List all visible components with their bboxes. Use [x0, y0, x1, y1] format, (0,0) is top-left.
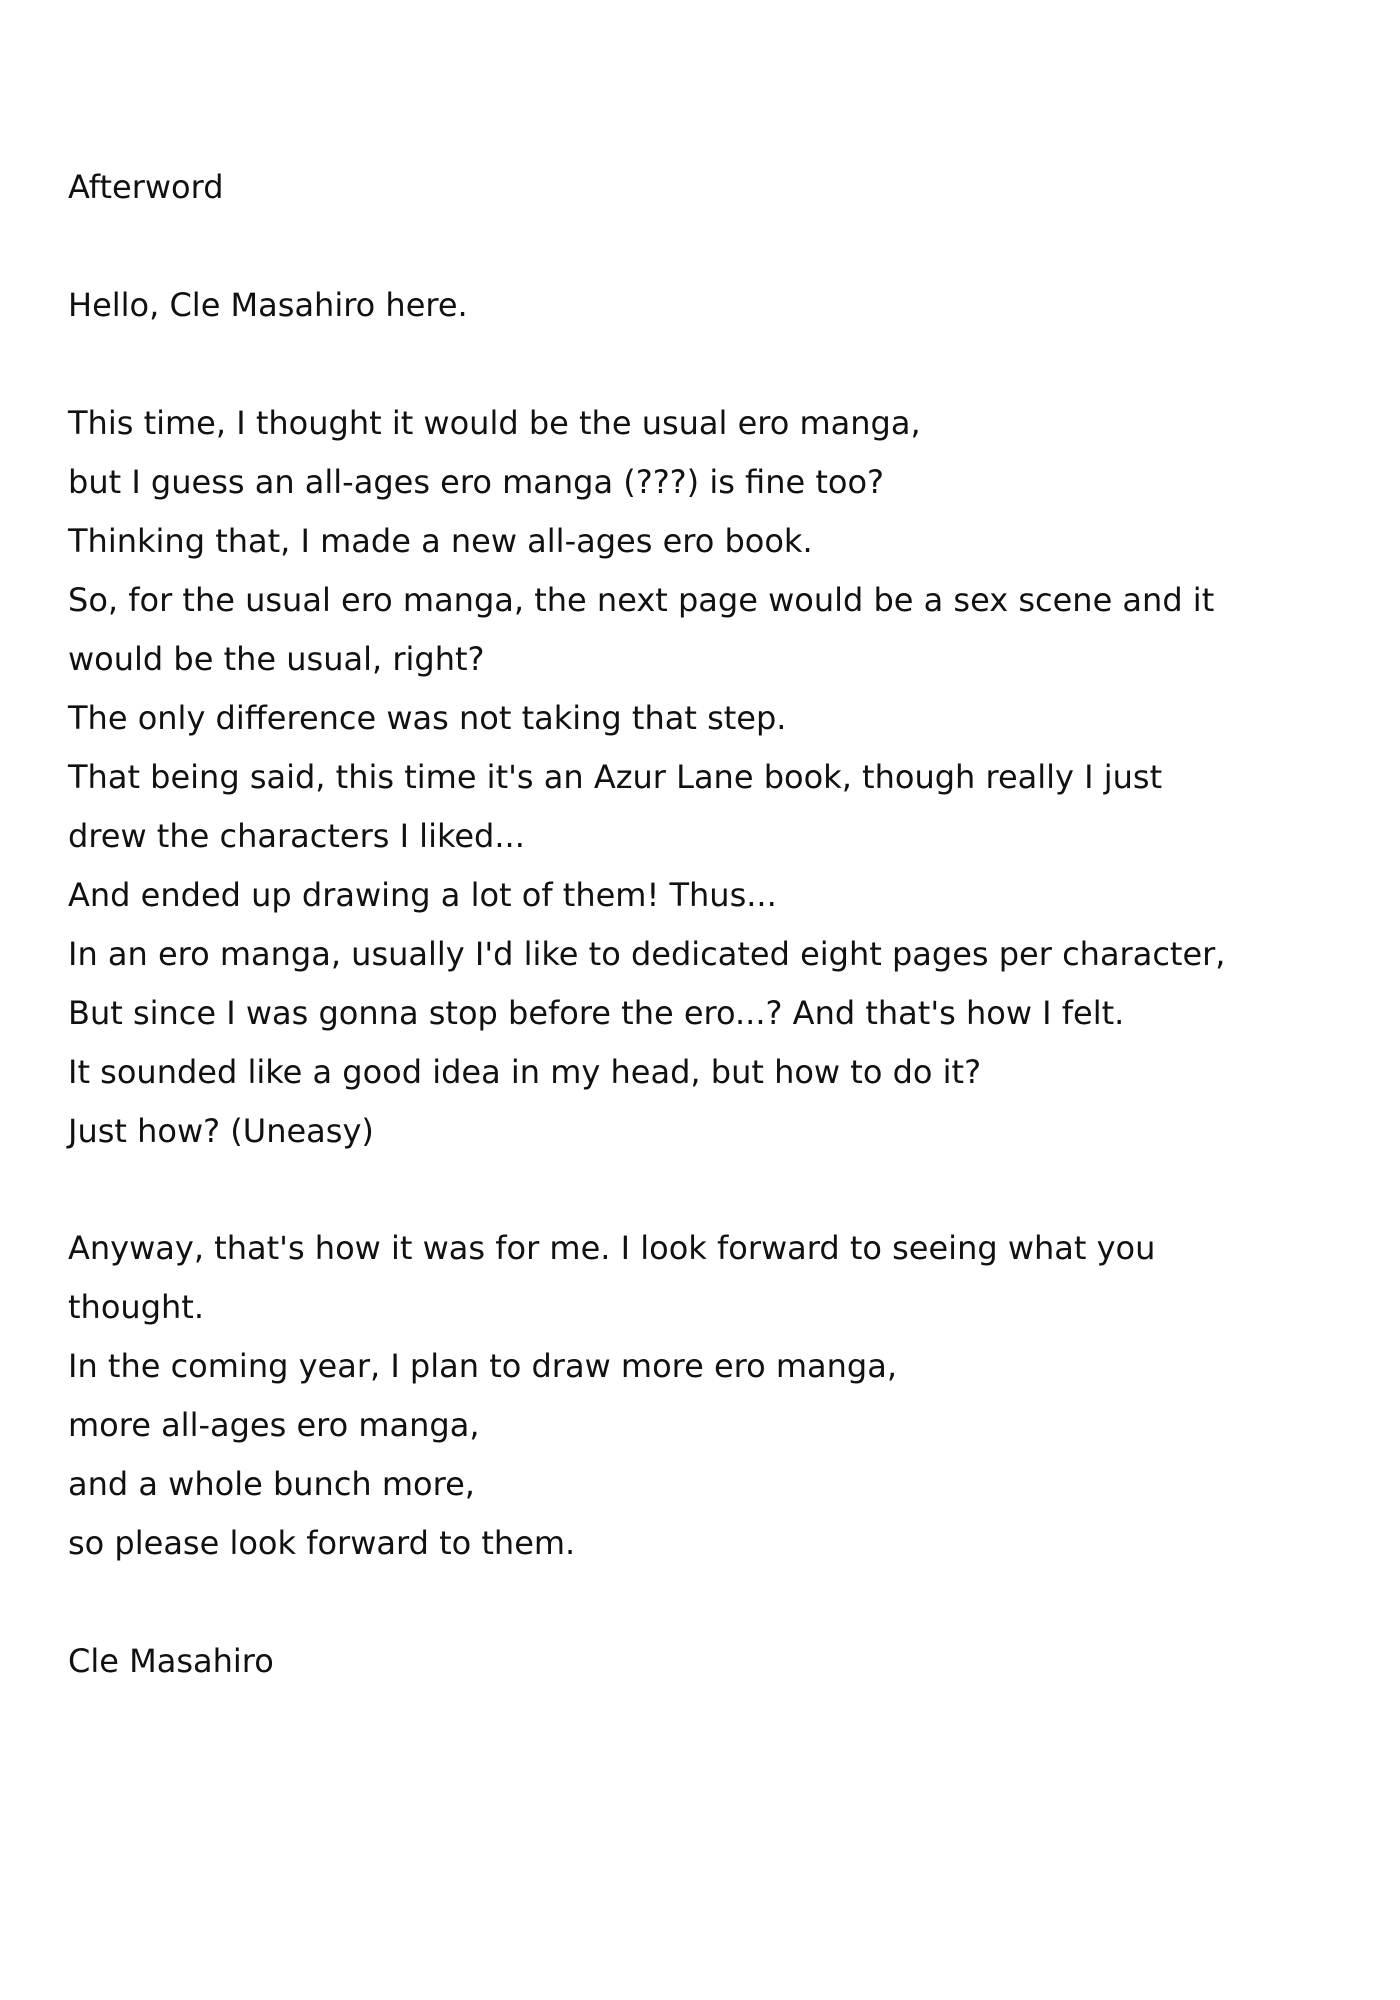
text-line: Just how? (Uneasy): [68, 1112, 374, 1150]
text-line: and a whole bunch more,: [68, 1465, 475, 1503]
text-line: This time, I thought it would be the usual ero manga,: [68, 404, 921, 442]
text-line: So, for the usual ero manga, the next page would be a sex scene and it: [68, 581, 1215, 619]
text-line: thought.: [68, 1288, 204, 1326]
text-line: That being said, this time it's an Azur Lane book, though really I just: [68, 758, 1163, 796]
text-line: In the coming year, I plan to draw more ero manga,: [68, 1347, 898, 1385]
text-line: But since I was gonna stop before the ero...? And that's how I felt.: [68, 994, 1125, 1032]
text-line: so please look forward to them.: [68, 1524, 576, 1562]
text-line: would be the usual, right?: [68, 640, 485, 678]
paragraph-1: [68, 394, 1225, 1161]
text-line: Anyway, that's how it was for me. I look forward to seeing what you: [68, 1229, 1156, 1267]
text-line: drew the characters I liked...: [68, 817, 525, 855]
page-title: Afterword: [68, 168, 224, 206]
text-line: The only difference was not taking that step.: [68, 699, 787, 737]
greeting-line: Hello, Cle Masahiro here.: [68, 286, 468, 324]
text-line: but I guess an all-ages ero manga (???) is fine too?: [68, 463, 885, 501]
text-line: Thinking that, I made a new all-ages ero book.: [68, 522, 813, 560]
text-line: In an ero manga, usually I'd like to dedicated eight pages per character,: [68, 935, 1226, 973]
signature: Cle Masahiro: [68, 1642, 274, 1680]
paragraph-2: [68, 1219, 1155, 1573]
text-line: It sounded like a good idea in my head, but how to do it?: [68, 1053, 982, 1091]
text-line: And ended up drawing a lot of them! Thus...: [68, 876, 777, 914]
text-line: more all-ages ero manga,: [68, 1406, 480, 1444]
